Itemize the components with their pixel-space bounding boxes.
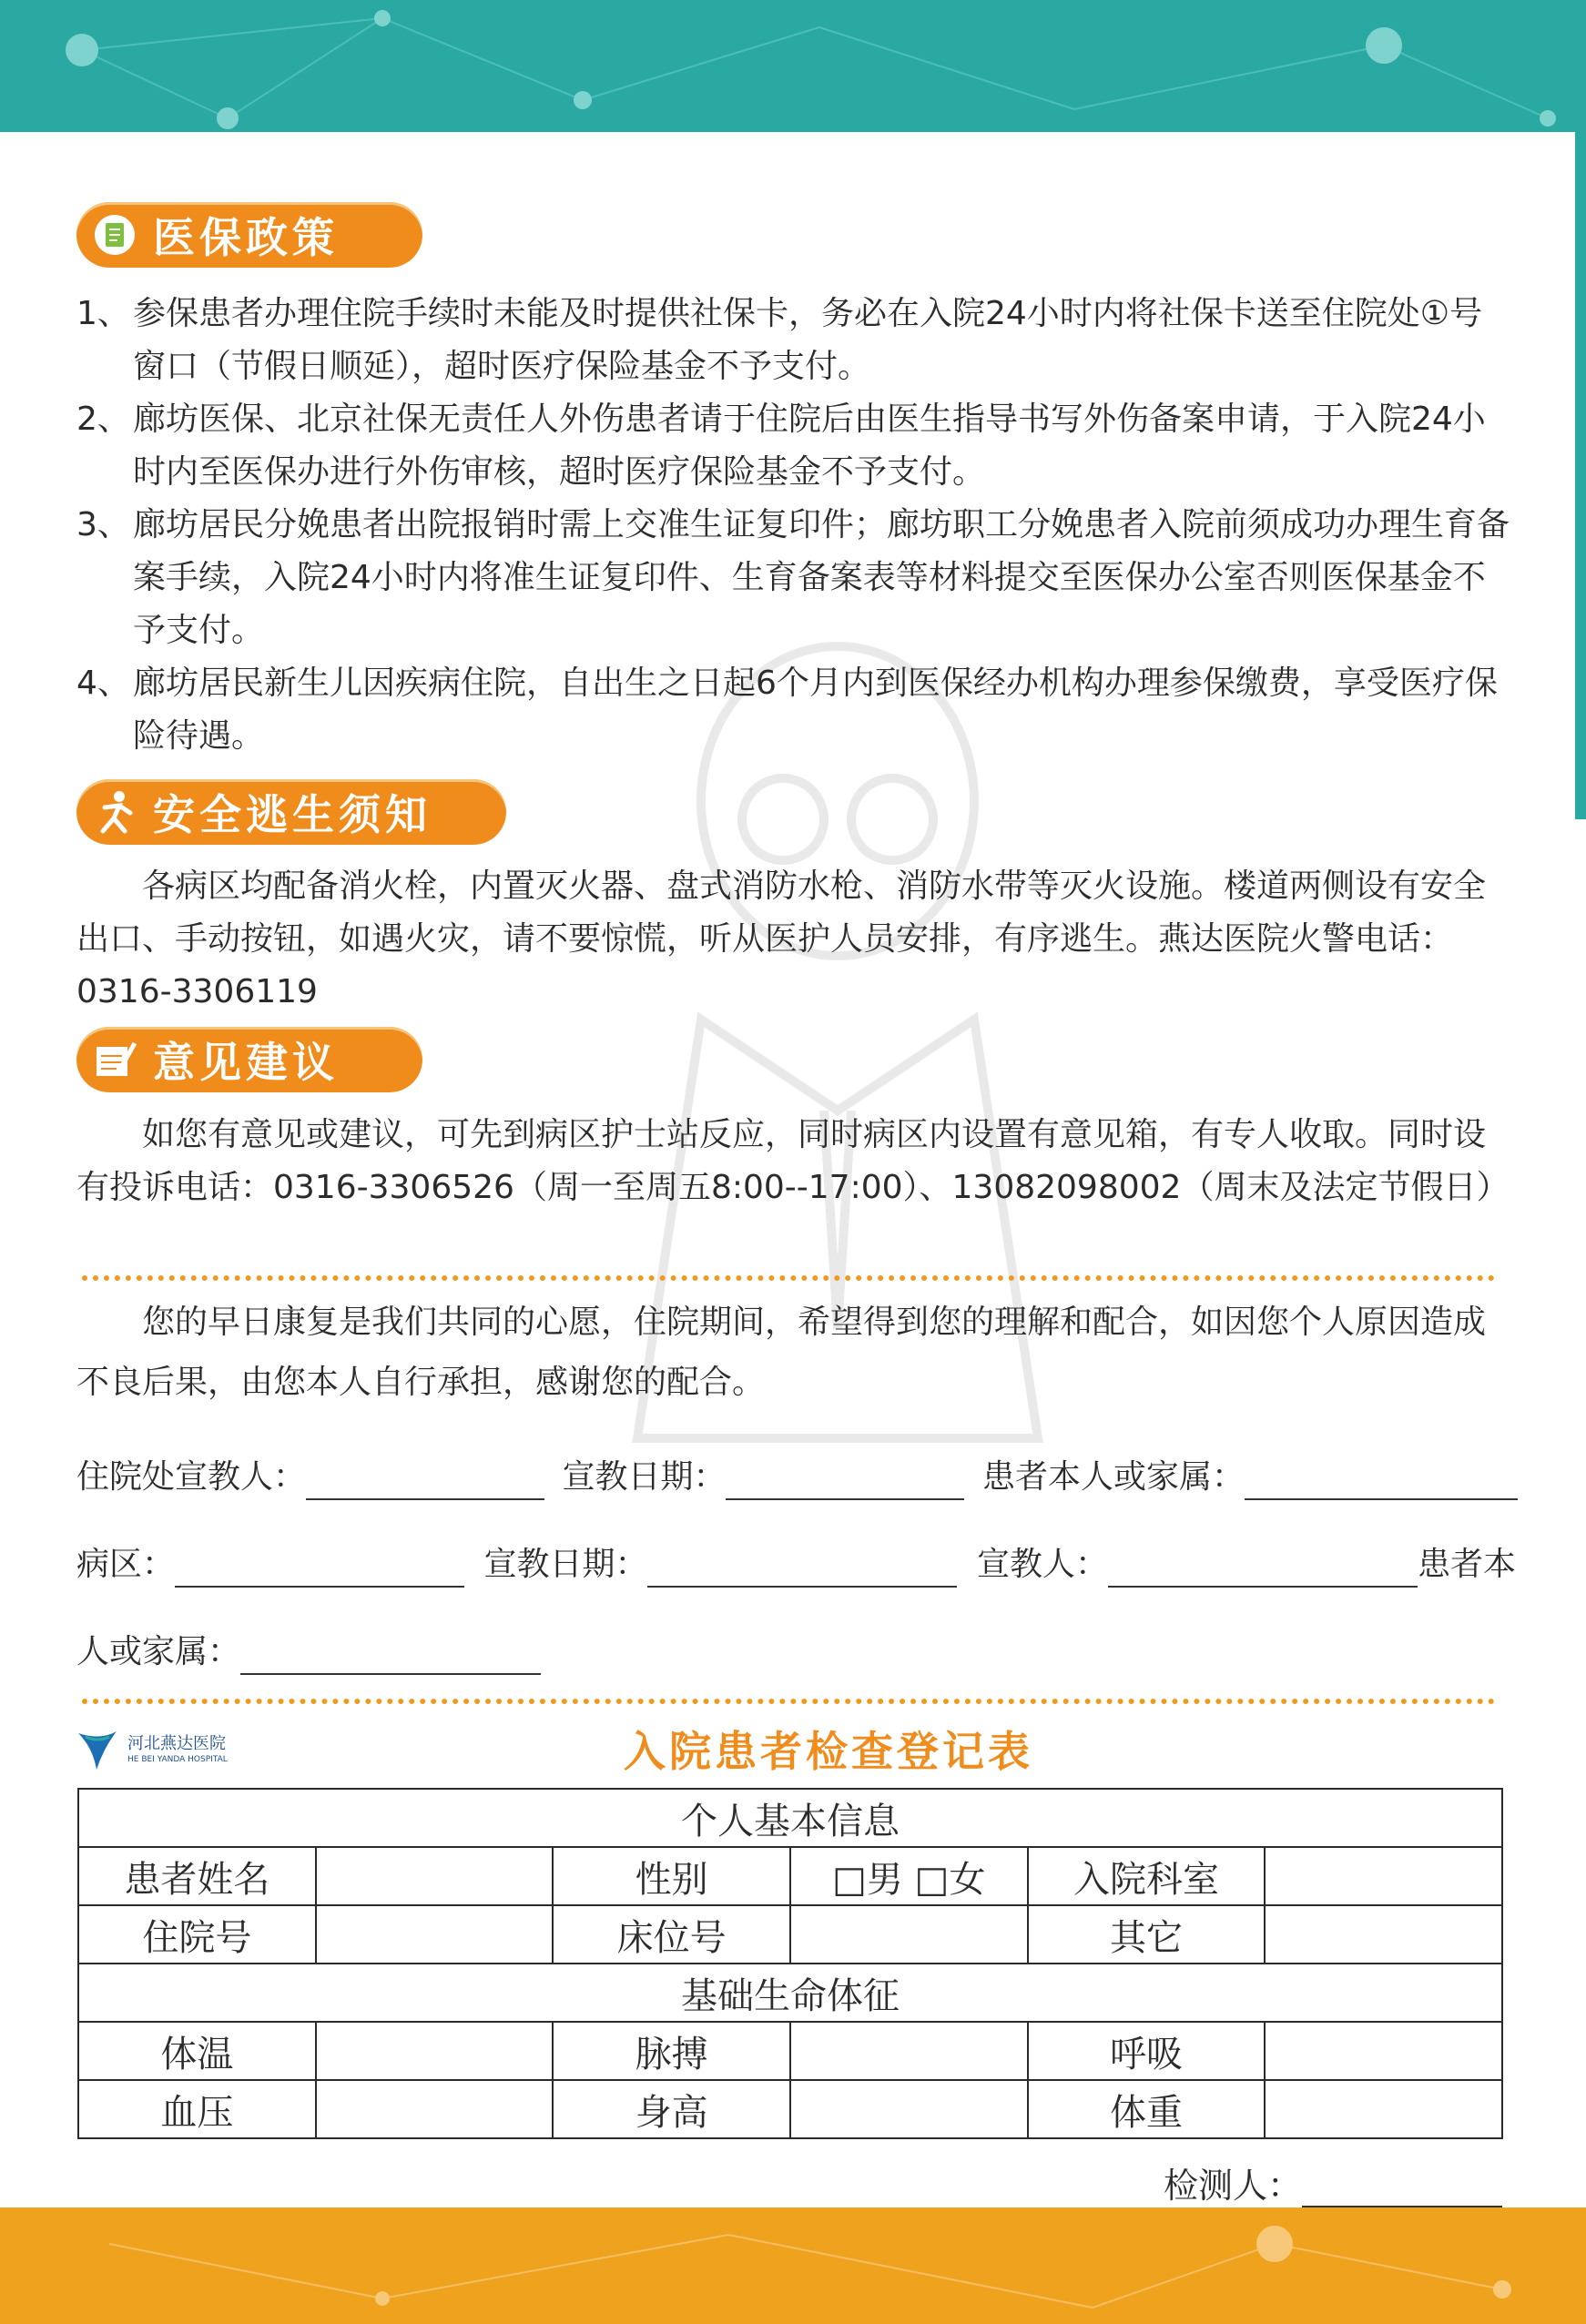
label-height: 身高 <box>553 2080 790 2138</box>
top-banner <box>0 0 1586 132</box>
policy-item-3 <box>76 499 1515 657</box>
label-or-family: 人或家属： <box>76 1633 241 1670</box>
table-row <box>78 2080 1502 2138</box>
divider <box>82 1275 1495 1281</box>
policy-item-1 <box>76 288 1515 393</box>
inspector-blank[interactable] <box>1302 2169 1502 2207</box>
safety-text: 各病区均配备消火栓，内置灭火器、盘式消防水枪、消防水带等灭火设施。楼道两侧设有安全出口、手动按钮，如遇火灾，请不要惊慌，听从医护人员安排，有序逃生。燕达医院火警电话：0316-3306119 <box>76 868 1487 1010</box>
registration-table <box>77 1788 1503 2139</box>
input-bed-no[interactable] <box>790 1905 1028 1964</box>
basic-info-header: 个人基本信息 <box>78 1789 1502 1847</box>
input-temperature[interactable] <box>316 2022 554 2080</box>
item-number: 3、 <box>76 506 130 543</box>
feedback-text: 如您有意见或建议，可先到病区护士站反应，同时病区内设置有意见箱，有专人收取。同时设有投诉电话：0316-3306526（周一至周五8:00--17:00）、13082098002（周末及法定节假日） <box>76 1116 1510 1206</box>
input-respiration[interactable] <box>1265 2022 1502 2080</box>
item-text: 廊坊医保、北京社保无责任人外伤患者请于住院后由医生指导书写外伤备案申请，于入院24小时内至医保办进行外伤审核，超时医疗保险基金不予支付。 <box>133 401 1486 491</box>
signature-row-1 <box>76 1455 1502 1500</box>
signature-blank[interactable] <box>1245 1462 1518 1500</box>
label-temperature: 体温 <box>78 2022 316 2080</box>
item-number: 2、 <box>76 401 130 438</box>
logo-swoosh-icon <box>76 1728 122 1771</box>
item-text: 参保患者办理住院手续时未能及时提供社保卡，务必在入院24小时内将社保卡送至住院处①号窗口（节假日顺延），超时医疗保险基金不予支付。 <box>133 295 1483 385</box>
input-pulse[interactable] <box>790 2022 1028 2080</box>
side-strip <box>1575 0 1586 819</box>
label-education-date: 宣教日期： <box>483 1546 648 1583</box>
section-title: 安全逃生须知 <box>153 790 432 839</box>
item-number: 1、 <box>76 295 130 332</box>
signature-row-3 <box>76 1629 1502 1675</box>
table-row <box>78 1789 1502 1847</box>
logo-en: HE BEI YANDA HOSPITAL <box>127 1755 228 1764</box>
running-person-icon <box>76 779 153 845</box>
divider <box>82 1699 1495 1704</box>
table-row <box>78 1964 1502 2022</box>
section-header-safety <box>76 779 506 845</box>
label-weight: 体重 <box>1028 2080 1266 2138</box>
section-header-insurance <box>76 202 422 268</box>
label-ward: 病区： <box>76 1546 176 1583</box>
input-blood-pressure[interactable] <box>316 2080 554 2138</box>
date-blank[interactable] <box>647 1549 957 1588</box>
policy-item-2 <box>76 393 1515 499</box>
label-blood-pressure: 血压 <box>78 2080 316 2138</box>
label-educator: 宣教人： <box>976 1546 1108 1583</box>
document-icon <box>76 202 153 268</box>
gender-checkboxes[interactable]: □男 □女 <box>790 1847 1028 1905</box>
item-number: 4、 <box>76 665 130 702</box>
label-admission-no: 住院号 <box>78 1905 316 1964</box>
label-department: 入院科室 <box>1028 1847 1266 1905</box>
label-respiration: 呼吸 <box>1028 2022 1266 2080</box>
section-header-feedback <box>76 1027 422 1092</box>
label-pulse: 脉搏 <box>553 2022 790 2080</box>
network-pattern <box>0 2207 1586 2324</box>
vitals-header: 基础生命体征 <box>78 1964 1502 2022</box>
section-title: 医保政策 <box>153 213 339 262</box>
label-admission-educator: 住院处宣教人： <box>76 1458 307 1496</box>
label-patient-or-family: 患者本人或家属： <box>981 1458 1245 1496</box>
logo-cn: 河北燕达医院 <box>127 1734 226 1753</box>
label-education-date: 宣教日期： <box>562 1458 727 1496</box>
label-bed-no: 床位号 <box>553 1905 790 1964</box>
inspector-row <box>1164 2157 1502 2207</box>
input-patient-name[interactable] <box>316 1847 554 1905</box>
table-row <box>78 1905 1502 1964</box>
signature-blank[interactable] <box>306 1462 544 1500</box>
table-row <box>78 1847 1502 1905</box>
hospital-logo <box>76 1728 228 1771</box>
ward-blank[interactable] <box>175 1549 464 1588</box>
input-admission-no[interactable] <box>316 1905 554 1964</box>
policy-item-4 <box>76 657 1515 763</box>
label-inspector: 检测人： <box>1164 2166 1303 2206</box>
section-title: 意见建议 <box>153 1038 339 1087</box>
label-patient-name: 患者姓名 <box>78 1847 316 1905</box>
form-title: 入院患者检查登记表 <box>624 1727 1033 1776</box>
input-department[interactable] <box>1265 1847 1502 1905</box>
date-blank[interactable] <box>726 1462 964 1500</box>
item-text: 廊坊居民新生儿因疾病住院，自出生之日起6个月内到医保经办机构办理参保缴费，享受医疗保险待遇。 <box>133 665 1498 755</box>
input-other[interactable] <box>1265 1905 1502 1964</box>
label-patient-partial: 患者本 <box>1417 1546 1516 1583</box>
notepad-pen-icon <box>76 1027 153 1092</box>
input-height[interactable] <box>790 2080 1028 2138</box>
closing-text: 您的早日康复是我们共同的心愿，住院期间，希望得到您的理解和配合，如因您个人原因造成不良后果，由您本人自行承担，感谢您的配合。 <box>76 1304 1487 1401</box>
signature-row-2 <box>76 1542 1516 1588</box>
signature-blank[interactable] <box>1108 1549 1418 1588</box>
signature-blank[interactable] <box>240 1637 541 1675</box>
label-other: 其它 <box>1028 1905 1266 1964</box>
input-weight[interactable] <box>1265 2080 1502 2138</box>
table-row <box>78 2022 1502 2080</box>
network-pattern <box>0 0 1586 132</box>
label-gender: 性别 <box>553 1847 790 1905</box>
item-text: 廊坊居民分娩患者出院报销时需上交准生证复印件；廊坊职工分娩患者入院前须成功办理生育备案手续，入院24小时内将准生证复印件、生育备案表等材料提交至医保办公室否则医保基金不予支付。 <box>133 506 1510 649</box>
bottom-banner <box>0 2207 1586 2324</box>
